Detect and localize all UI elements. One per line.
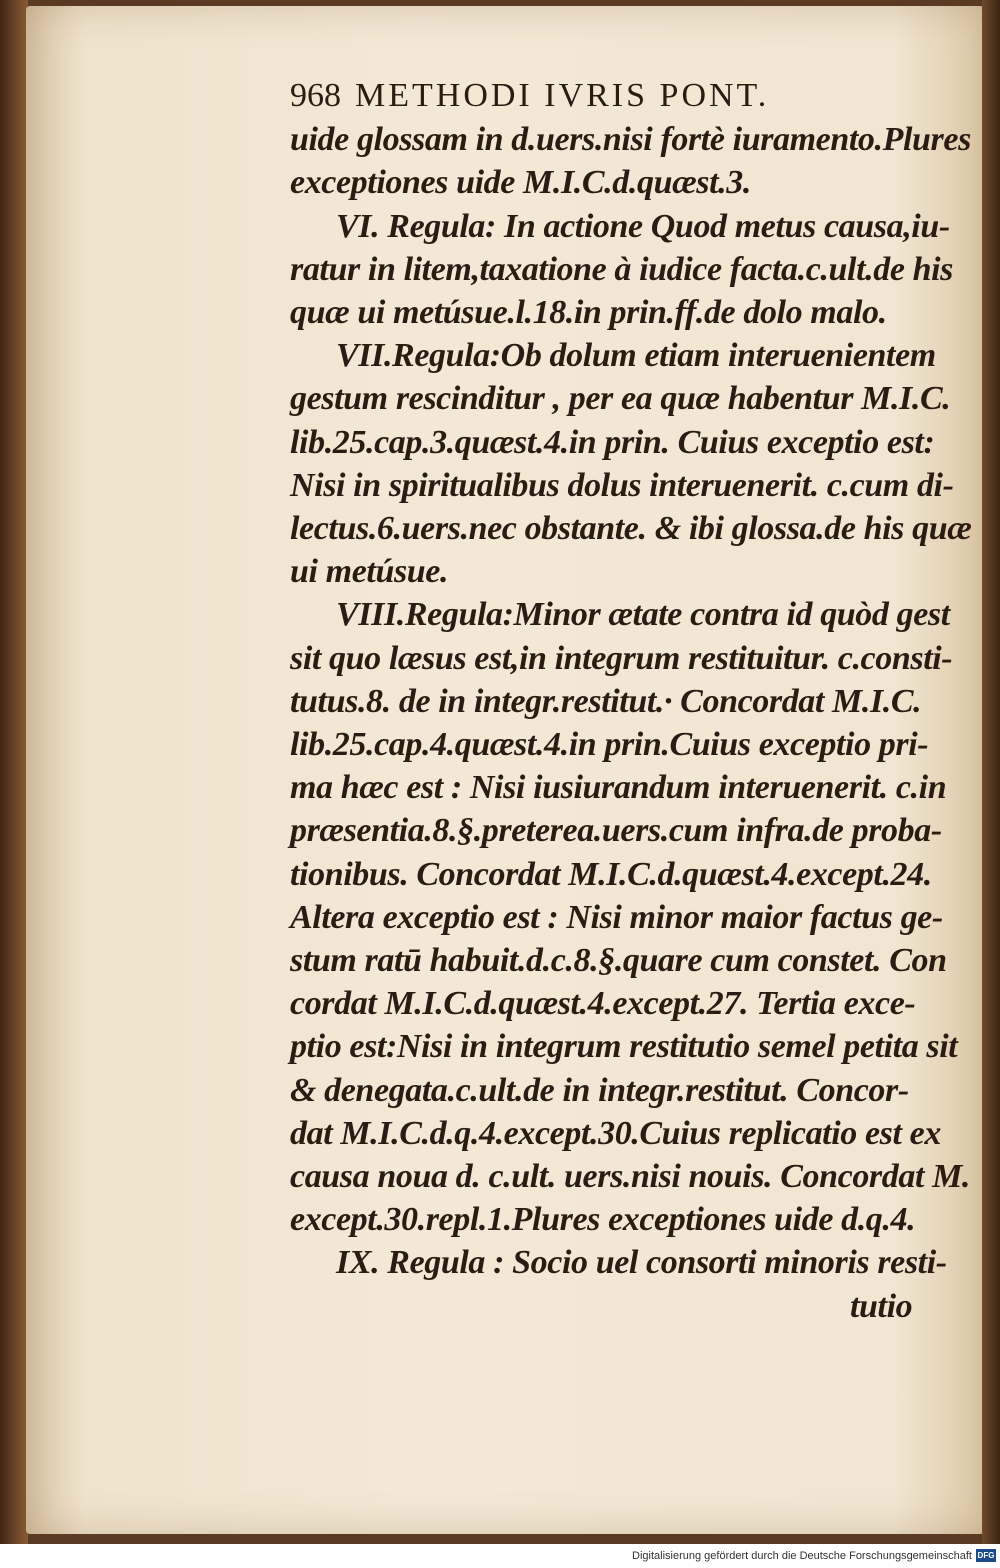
text-line: & denegata.c.ult.de in integr.restitut. Concor-: [290, 1071, 909, 1109]
text-line: Altera exceptio est : Nisi minor maior factus ge-: [290, 898, 943, 936]
text-line: ui metúsue.: [290, 553, 449, 591]
text-line: sit quo læsus est,in integrum restituitur. c.consti-: [290, 639, 953, 677]
text-line: uide glossam in d.uers.nisi fortè iuramento.Plures: [290, 121, 971, 159]
text-line: VII.Regula:Ob dolum etiam interuenientem: [336, 337, 936, 375]
text-line: tionibus. Concordat M.I.C.d.quæst.4.except.24.: [290, 855, 932, 893]
text-line: quæ ui metúsue.l.18.in prin.ff.de dolo malo.: [290, 294, 887, 332]
text-line: causa noua d. c.ult. uers.nisi nouis. Concordat M.: [290, 1158, 971, 1196]
text-line: IX. Regula : Socio uel consorti minoris resti-: [336, 1244, 947, 1282]
text-line: lib.25.cap.3.quæst.4.in prin. Cuius exceptio est:: [290, 423, 935, 461]
running-header: [290, 74, 940, 117]
running-title: METHODI IVRIS PONT.: [355, 77, 770, 114]
text-line: præsentia.8.§.preterea.uers.cum infra.de proba-: [290, 812, 942, 850]
text-line: tutus.8. de in integr.restitut.· Concordat M.I.C.: [290, 682, 922, 720]
page-number: 968: [290, 77, 341, 114]
digitization-footer: [0, 1544, 1000, 1568]
text-line: Nisi in spiritualibus dolus interuenerit. c.cum di-: [290, 466, 954, 504]
text-line: VI. Regula: In actione Quod metus causa,iu-: [336, 207, 950, 245]
text-line: ratur in litem,taxatione à iudice facta.c.ult.de his: [290, 250, 954, 288]
text-line: ma hæc est : Nisi iusiurandum interuenerit. c.in: [290, 769, 947, 807]
text-line: lectus.6.uers.nec obstante. & ibi glossa.de his quæ: [290, 510, 972, 548]
text-line: stum ratū habuit.d.c.8.§.quare cum constet. Con: [290, 942, 947, 980]
text-line: except.30.repl.1.Plures exceptiones uide d.q.4.: [290, 1201, 916, 1239]
book-binding: [0, 0, 28, 1544]
text-line: VIII.Regula:Minor ætate contra id quòd gest: [336, 596, 950, 634]
text-line: dat M.I.C.d.q.4.except.30.Cuius replicatio est ex: [290, 1114, 941, 1152]
footer-credit: Digitalisierung gefördert durch die Deutsche Forschungsgemeinschaft: [632, 1550, 972, 1562]
catchword: tutio: [850, 1287, 913, 1325]
text-line: exceptiones uide M.I.C.d.quæst.3.: [290, 164, 751, 202]
text-line: ptio est:Nisi in integrum restitutio semel petita sit: [290, 1028, 958, 1066]
text-line: cordat M.I.C.d.quæst.4.except.27. Tertia exce-: [290, 985, 916, 1023]
dfg-logo-icon: DFG: [977, 1551, 995, 1560]
text-line: lib.25.cap.4.quæst.4.in prin.Cuius exceptio pri-: [290, 726, 929, 764]
page-text-block: [290, 74, 972, 1328]
page-edge: [982, 0, 1000, 1544]
text-line: gestum rescinditur , per ea quæ habentur M.I.C.: [290, 380, 951, 418]
